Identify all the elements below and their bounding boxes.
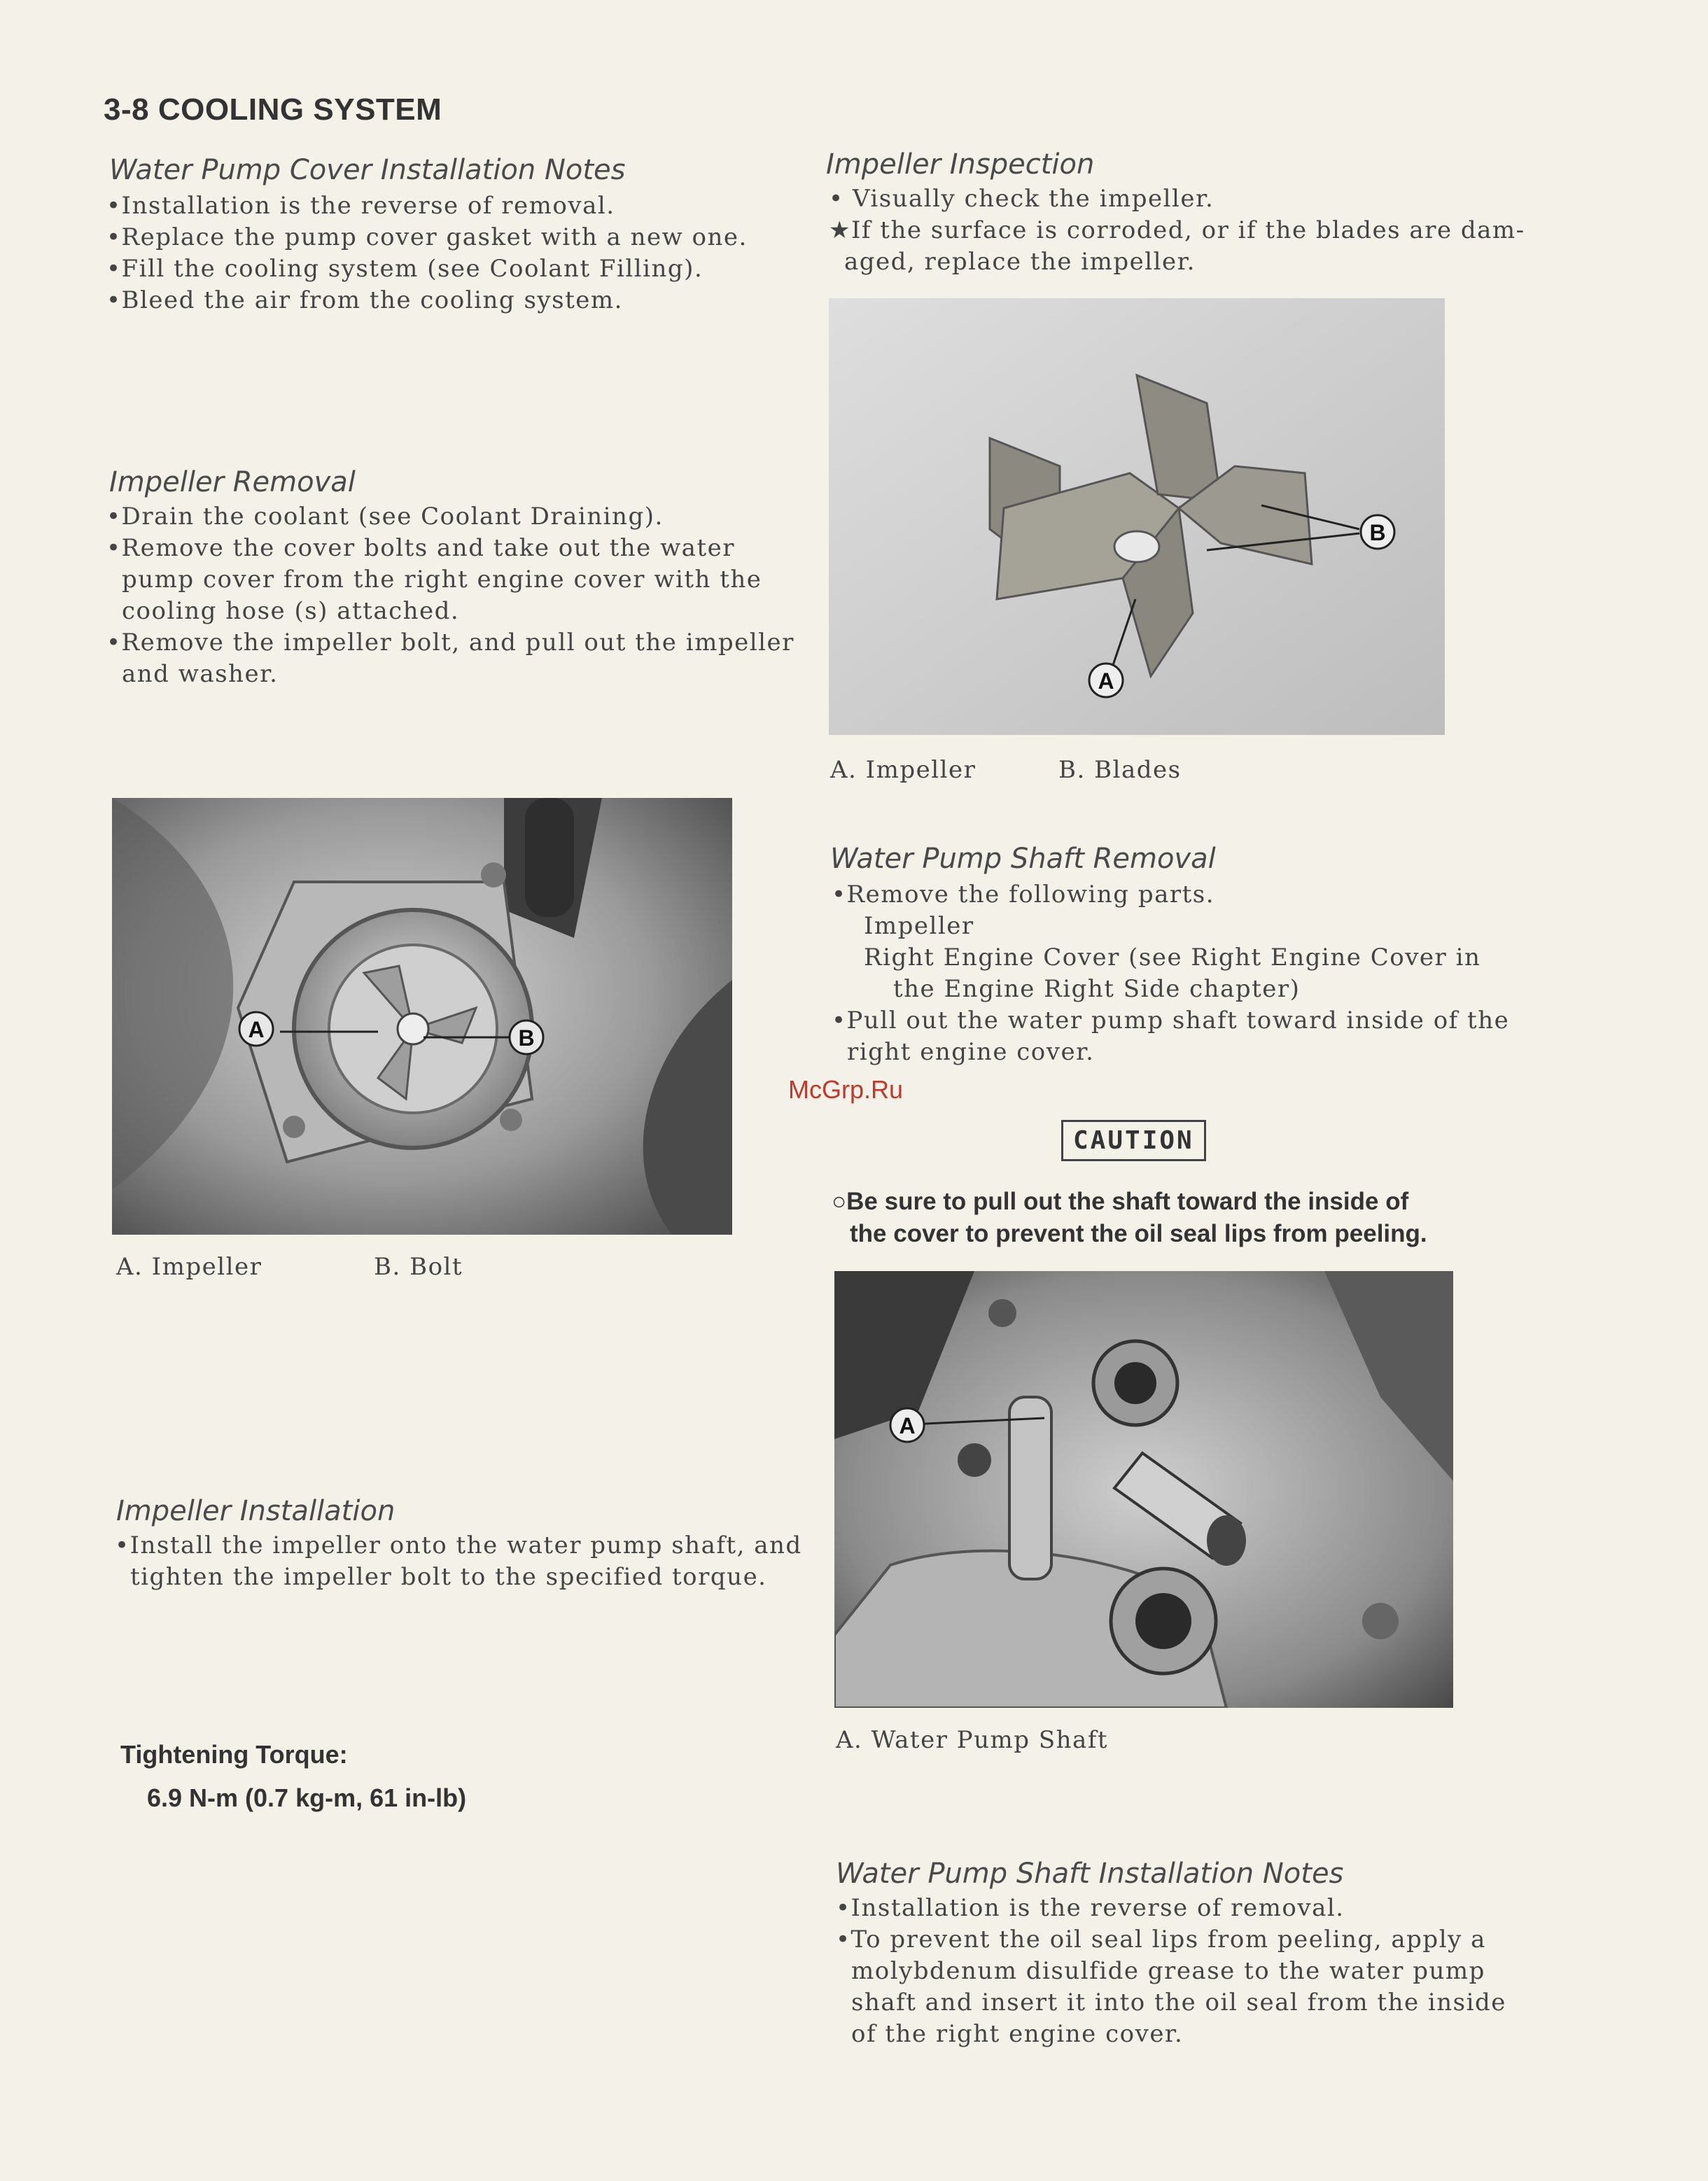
torque-label: Tightening Torque: [120, 1740, 348, 1769]
text-line: right engine cover. [847, 1038, 1095, 1066]
text-line: and washer. [122, 660, 279, 688]
impeller-removal-text [106, 501, 794, 690]
impeller-install-heading: Impeller Installation [116, 1495, 396, 1527]
text-line: •Pull out the water pump shaft toward inside of the [832, 1007, 1510, 1035]
photo1-caption-b: B. Bolt [374, 1253, 463, 1281]
text-line: Impeller [864, 912, 974, 940]
label-b: B [1369, 520, 1386, 545]
cover-install-text [106, 190, 748, 316]
caution-badge: CAUTION [1061, 1120, 1206, 1161]
text-line: ○Be sure to pull out the shaft toward the inside of [832, 1188, 1409, 1215]
text-line: aged, replace the impeller. [844, 248, 1196, 276]
text-line: •Installation is the reverse of removal. [836, 1894, 1345, 1922]
text-line: tighten the impeller bolt to the specified torque. [130, 1563, 767, 1591]
torque-value: 6.9 N-m (0.7 kg-m, 61 in-lb) [147, 1783, 467, 1812]
text-line: •Fill the cooling system (see Coolant Filling). [106, 255, 704, 283]
text-line: •Remove the impeller bolt, and pull out the impeller [106, 629, 794, 657]
shaft-install-heading: Water Pump Shaft Installation Notes [836, 1858, 1344, 1890]
photo3-caption-a: A. Water Pump Shaft [836, 1726, 1109, 1754]
water-pump-photo [112, 798, 732, 1235]
text-line: of the right engine cover. [851, 2020, 1184, 2048]
impeller-install-text [115, 1530, 802, 1593]
photo2-caption-b: B. Blades [1058, 756, 1182, 784]
label-a: A [1098, 668, 1114, 694]
page-title: 3-8 COOLING SYSTEM [104, 92, 442, 127]
text-line: molybdenum disulfide grease to the water pump [851, 1957, 1485, 1985]
impeller-photo [829, 298, 1445, 735]
text-line: •Drain the coolant (see Coolant Draining). [106, 503, 664, 531]
watermark-link[interactable]: McGrp.Ru [788, 1075, 904, 1104]
text-line: shaft and insert it into the oil seal from the inside [851, 1989, 1506, 2017]
water-pump-shaft-photo [834, 1271, 1453, 1708]
text-line: the cover to prevent the oil seal lips from peeling. [850, 1220, 1427, 1247]
text-line: pump cover from the right engine cover with the [122, 566, 762, 594]
impeller-removal-heading: Impeller Removal [109, 466, 356, 498]
shaft-install-text [836, 1893, 1506, 2050]
text-line: •To prevent the oil seal lips from peeling, apply a [836, 1926, 1486, 1954]
shaft-removal-heading: Water Pump Shaft Removal [830, 843, 1216, 875]
text-line: ★If the surface is corroded, or if the blades are dam- [829, 216, 1525, 244]
text-line: Right Engine Cover (see Right Engine Cover in [864, 944, 1481, 972]
text-line: •Install the impeller onto the water pump shaft, and [115, 1531, 802, 1559]
shaft-removal-text [832, 879, 1509, 1068]
text-line: • Visually check the impeller. [829, 185, 1214, 213]
text-line: the Engine Right Side chapter) [893, 975, 1301, 1003]
photo1-caption-a: A. Impeller [116, 1253, 262, 1281]
label-b: B [518, 1025, 535, 1051]
text-line: •Installation is the reverse of removal. [106, 192, 615, 220]
label-a: A [248, 1017, 265, 1042]
cover-install-heading: Water Pump Cover Installation Notes [109, 154, 626, 186]
impeller-inspection-text [829, 183, 1525, 278]
text-line: •Remove the following parts. [832, 881, 1215, 909]
text-line: •Bleed the air from the cooling system. [106, 286, 623, 314]
label-a: A [899, 1413, 916, 1438]
text-line: •Replace the pump cover gasket with a new one. [106, 223, 748, 251]
text-line: •Remove the cover bolts and take out the water [106, 534, 735, 562]
photo2-caption-a: A. Impeller [830, 756, 976, 784]
caution-text [832, 1186, 1427, 1250]
text-line: cooling hose (s) attached. [122, 597, 460, 625]
impeller-inspection-heading: Impeller Inspection [826, 148, 1095, 181]
